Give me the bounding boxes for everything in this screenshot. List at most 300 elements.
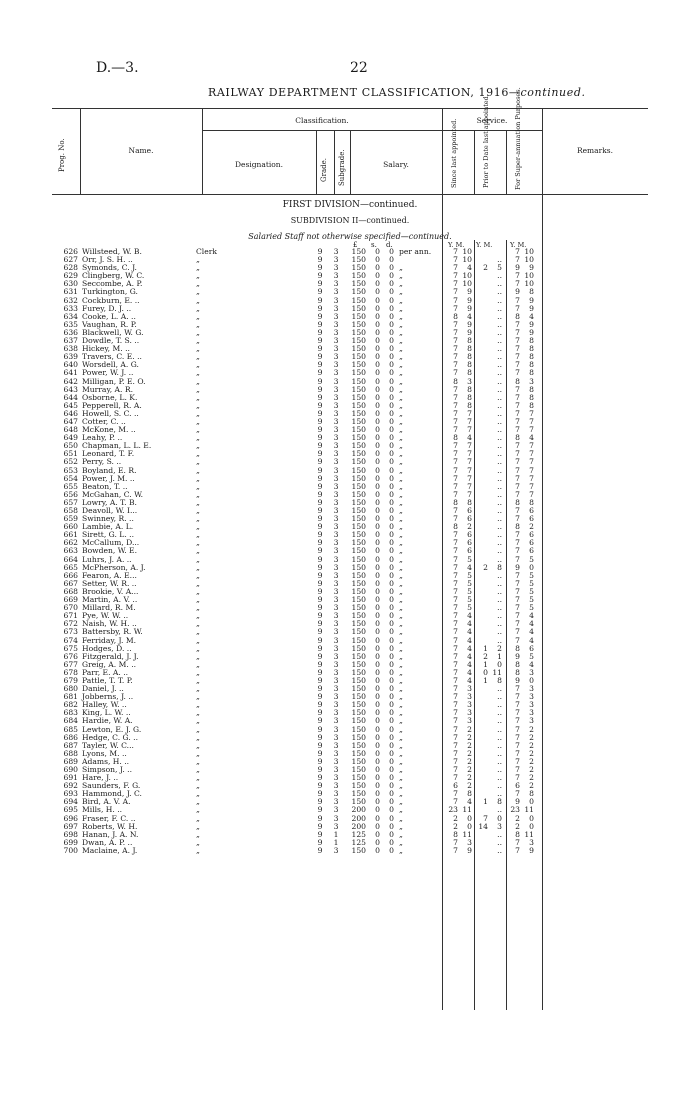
cell-salary-period: „ xyxy=(399,279,403,289)
cell-name: Mills, H. .. xyxy=(82,805,123,815)
cell-salary-pence: 0 xyxy=(389,692,394,702)
cell-super-years: 7 xyxy=(515,336,520,346)
cell-salary-pounds: 150 xyxy=(351,570,366,580)
cell-salary-shillings: 0 xyxy=(375,247,380,256)
table-row xyxy=(0,847,700,855)
cell-prog-no: 646 xyxy=(63,408,78,418)
cell-salary-shillings: 0 xyxy=(375,392,380,402)
cell-salary-shillings: 0 xyxy=(375,603,380,613)
cell-prior-years: 2 xyxy=(483,263,488,273)
cell-salary-pence: 0 xyxy=(389,303,394,313)
cell-salary-shillings: 0 xyxy=(375,595,380,605)
cell-super-months: 2 xyxy=(529,765,534,774)
cell-designation: „ xyxy=(196,506,200,515)
cell-salary-pounds: 150 xyxy=(351,627,366,637)
cell-salary-shillings: 0 xyxy=(375,295,380,305)
cell-salary-pence: 0 xyxy=(389,522,394,532)
cell-subgrade: 3 xyxy=(333,700,339,710)
cell-salary-shillings: 0 xyxy=(375,708,380,718)
cell-designation: „ xyxy=(196,732,200,742)
cell-super-months: 3 xyxy=(529,700,534,710)
cell-salary-pounds: 125 xyxy=(351,829,366,839)
cell-salary-pence: 0 xyxy=(389,789,394,799)
cell-salary-period: „ xyxy=(399,659,403,669)
cell-salary-shillings: 0 xyxy=(375,619,380,629)
cell-salary-pounds: 150 xyxy=(351,457,366,467)
cell-grade: 9 xyxy=(317,271,323,281)
cell-designation: „ xyxy=(196,287,200,297)
cell-since-months: 10 xyxy=(462,271,472,281)
cell-salary-period: „ xyxy=(399,756,403,766)
cell-salary-pounds: 150 xyxy=(351,255,366,265)
cell-prog-no: 653 xyxy=(63,465,78,475)
cell-salary-period: „ xyxy=(399,392,403,402)
cell-subgrade: 3 xyxy=(333,303,339,313)
cell-since-months: 6 xyxy=(467,514,472,524)
cell-prior-months: 8 xyxy=(497,675,502,685)
cell-subgrade: 3 xyxy=(333,603,339,613)
cell-grade: 9 xyxy=(317,797,323,807)
cell-since-months: 4 xyxy=(467,635,472,645)
cell-since-months: 6 xyxy=(467,530,472,540)
cell-name: Hodges, D. .. xyxy=(82,643,132,653)
cell-since-years: 7 xyxy=(453,740,458,750)
cell-salary-period: „ xyxy=(399,360,403,370)
cell-subgrade: 1 xyxy=(333,837,339,847)
cell-since-months: 7 xyxy=(467,457,472,467)
cell-prior-months: .. xyxy=(497,546,502,556)
cell-name: Parr, E. A. .. xyxy=(82,667,129,677)
cell-super-months: 3 xyxy=(529,376,534,386)
cell-grade: 9 xyxy=(317,651,323,661)
cell-since-months: 4 xyxy=(467,433,472,443)
cell-name: Adams, H. .. xyxy=(82,756,130,766)
cell-subgrade: 3 xyxy=(333,667,339,677)
cell-salary-pounds: 150 xyxy=(351,360,366,370)
cell-salary-pounds: 150 xyxy=(351,327,366,337)
cell-designation: „ xyxy=(196,530,200,540)
cell-since-years: 7 xyxy=(453,667,458,677)
cell-designation: „ xyxy=(196,554,200,564)
cell-prog-no: 680 xyxy=(63,684,78,694)
cell-super-years: 7 xyxy=(515,595,520,605)
cell-name: Lowry, A. T. B. xyxy=(82,497,137,507)
cell-salary-pounds: 150 xyxy=(351,595,366,605)
cell-salary-pounds: 125 xyxy=(351,837,366,847)
cell-salary-pounds: 150 xyxy=(351,400,366,410)
cell-salary-pence: 0 xyxy=(389,392,394,402)
cell-salary-pence: 0 xyxy=(389,247,394,256)
cell-name: Chapman, L. L. E. xyxy=(82,441,152,451)
cell-salary-pence: 0 xyxy=(389,465,394,475)
cell-salary-period: „ xyxy=(399,603,403,613)
cell-super-years: 7 xyxy=(515,773,520,783)
cell-grade: 9 xyxy=(317,635,323,645)
cell-salary-pounds: 150 xyxy=(351,368,366,378)
cell-salary-pounds: 150 xyxy=(351,781,366,791)
cell-salary-pence: 0 xyxy=(389,368,394,378)
cell-since-months: 6 xyxy=(467,546,472,556)
cell-prior-months: .. xyxy=(497,360,502,370)
cell-prog-no: 660 xyxy=(63,522,78,532)
col-prog-no: Prog. No. xyxy=(58,138,66,172)
cell-salary-pence: 0 xyxy=(389,829,394,839)
cell-designation: „ xyxy=(196,765,200,774)
cell-prior-months: 0 xyxy=(497,813,502,823)
cell-super-months: 7 xyxy=(529,489,534,499)
cell-prior-months: .. xyxy=(497,781,502,791)
cell-super-months: 4 xyxy=(529,627,534,637)
cell-grade: 9 xyxy=(317,643,323,653)
cell-prior-months: .. xyxy=(497,692,502,702)
cell-name: Hanan, J. A. N. xyxy=(82,829,139,839)
cell-name: Deavoll, W. I... xyxy=(82,506,138,515)
cell-super-years: 7 xyxy=(515,352,520,362)
cell-prog-no: 682 xyxy=(63,700,78,710)
cell-subgrade: 3 xyxy=(333,360,339,370)
cell-since-years: 7 xyxy=(453,287,458,297)
cell-salary-shillings: 0 xyxy=(375,263,380,273)
cell-name: Hickey, M. .. xyxy=(82,344,130,354)
cell-subgrade: 3 xyxy=(333,319,339,329)
cell-salary-shillings: 0 xyxy=(375,400,380,410)
cell-salary-pounds: 150 xyxy=(351,619,366,629)
cell-designation: „ xyxy=(196,578,200,588)
cell-super-years: 7 xyxy=(515,716,520,726)
cell-designation: „ xyxy=(196,344,200,354)
cell-since-years: 7 xyxy=(453,344,458,354)
cell-super-months: 10 xyxy=(524,255,534,265)
cell-since-months: 2 xyxy=(467,522,472,532)
col-designation: Designation. xyxy=(235,160,283,169)
cell-salary-pounds: 150 xyxy=(351,586,366,596)
cell-salary-pounds: 150 xyxy=(351,845,366,855)
cell-super-months: 10 xyxy=(524,279,534,289)
cell-subgrade: 3 xyxy=(333,627,339,637)
cell-salary-period: „ xyxy=(399,433,403,443)
cell-designation: „ xyxy=(196,255,200,265)
cell-prog-no: 662 xyxy=(63,538,78,548)
cell-since-months: 7 xyxy=(467,425,472,435)
cell-salary-shillings: 0 xyxy=(375,562,380,572)
cell-salary-pence: 0 xyxy=(389,352,394,362)
cell-grade: 9 xyxy=(317,659,323,669)
cell-name: McGahan, C. W. xyxy=(82,489,144,499)
cell-salary-shillings: 0 xyxy=(375,570,380,580)
cell-since-years: 7 xyxy=(453,327,458,337)
cell-prior-months: .. xyxy=(497,578,502,588)
cell-since-years: 7 xyxy=(453,789,458,799)
cell-super-years: 8 xyxy=(515,829,520,839)
cell-salary-pounds: 150 xyxy=(351,603,366,613)
cell-super-months: 2 xyxy=(529,522,534,532)
cell-since-years: 7 xyxy=(453,514,458,524)
cell-subgrade: 3 xyxy=(333,732,339,742)
cell-since-years: 7 xyxy=(453,279,458,289)
cell-salary-period: „ xyxy=(399,586,403,596)
cell-prior-months: 2 xyxy=(497,643,502,653)
cell-designation: „ xyxy=(196,538,200,548)
cell-prior-months: .. xyxy=(497,586,502,596)
cell-prior-months: .. xyxy=(497,344,502,354)
cell-prior-months: .. xyxy=(497,376,502,386)
cell-salary-shillings: 0 xyxy=(375,376,380,386)
cell-salary-period: „ xyxy=(399,651,403,661)
cell-super-years: 7 xyxy=(515,408,520,418)
cell-prog-no: 649 xyxy=(63,433,78,443)
cell-since-years: 7 xyxy=(453,708,458,718)
cell-prog-no: 629 xyxy=(63,271,78,281)
cell-salary-shillings: 0 xyxy=(375,675,380,685)
cell-subgrade: 3 xyxy=(333,651,339,661)
cell-name: Halley, W. .. xyxy=(82,700,127,710)
cell-super-months: 8 xyxy=(529,789,534,799)
cell-name: Martin, A. V. .. xyxy=(82,595,138,605)
cell-name: Lewton, E. J. G. xyxy=(82,724,142,734)
cell-since-months: 0 xyxy=(467,821,472,831)
cell-salary-shillings: 0 xyxy=(375,773,380,783)
cell-designation: „ xyxy=(196,813,200,823)
cell-name: Clingberg, W. C. xyxy=(82,271,145,281)
cell-grade: 9 xyxy=(317,408,323,418)
cell-super-years: 7 xyxy=(515,441,520,451)
cell-name: Roberts, W. H. xyxy=(82,821,138,831)
cell-name: Battersby, R. W. xyxy=(82,627,143,637)
cell-since-years: 7 xyxy=(453,562,458,572)
cell-subgrade: 3 xyxy=(333,789,339,799)
cell-salary-pounds: 150 xyxy=(351,756,366,766)
col-subgrade: Subgrade. xyxy=(338,149,346,186)
cell-grade: 9 xyxy=(317,457,323,467)
cell-super-months: 0 xyxy=(529,821,534,831)
cell-super-months: 9 xyxy=(529,303,534,313)
cell-super-months: 9 xyxy=(529,319,534,329)
cell-since-years: 7 xyxy=(453,425,458,435)
cell-name: McKone, M. .. xyxy=(82,425,136,435)
cell-since-months: 4 xyxy=(467,675,472,685)
cell-salary-period: „ xyxy=(399,845,403,855)
cell-super-years: 7 xyxy=(515,724,520,734)
cell-prog-no: 669 xyxy=(63,595,78,605)
cell-super-months: 7 xyxy=(529,449,534,459)
cell-grade: 9 xyxy=(317,813,323,823)
cell-salary-pounds: 150 xyxy=(351,287,366,297)
cell-since-months: 7 xyxy=(467,489,472,499)
cell-since-months: 11 xyxy=(462,805,472,815)
cell-salary-shillings: 0 xyxy=(375,716,380,726)
cell-grade: 9 xyxy=(317,740,323,750)
cell-subgrade: 3 xyxy=(333,797,339,807)
cell-salary-pence: 0 xyxy=(389,603,394,613)
cell-subgrade: 3 xyxy=(333,845,339,855)
cell-name: Perry, S. .. xyxy=(82,457,122,467)
cell-name: Vaughan, R. P. xyxy=(82,319,137,329)
cell-prior-months: 3 xyxy=(497,821,502,831)
cell-name: Furey, D. J. .. xyxy=(82,303,132,313)
cell-designation: „ xyxy=(196,360,200,370)
cell-grade: 9 xyxy=(317,465,323,475)
cell-salary-pounds: 150 xyxy=(351,562,366,572)
cell-designation: „ xyxy=(196,376,200,386)
cell-prog-no: 658 xyxy=(63,506,78,515)
cell-salary-pounds: 150 xyxy=(351,506,366,515)
cell-grade: 9 xyxy=(317,416,323,426)
cell-since-months: 5 xyxy=(467,578,472,588)
cell-salary-pence: 0 xyxy=(389,457,394,467)
cell-salary-pounds: 150 xyxy=(351,441,366,451)
cell-subgrade: 3 xyxy=(333,295,339,305)
cell-salary-shillings: 0 xyxy=(375,481,380,491)
cell-since-years: 7 xyxy=(453,465,458,475)
cell-prior-months: .. xyxy=(497,271,502,281)
cell-grade: 9 xyxy=(317,247,323,256)
cell-grade: 9 xyxy=(317,845,323,855)
cell-designation: „ xyxy=(196,643,200,653)
cell-salary-shillings: 0 xyxy=(375,821,380,831)
cell-super-months: 11 xyxy=(524,829,534,839)
cell-super-months: 8 xyxy=(529,400,534,410)
cell-super-years: 9 xyxy=(515,651,520,661)
cell-salary-period: „ xyxy=(399,327,403,337)
cell-since-years: 7 xyxy=(453,643,458,653)
cell-designation: „ xyxy=(196,368,200,378)
cell-super-years: 9 xyxy=(515,562,520,572)
cell-designation: „ xyxy=(196,295,200,305)
cell-salary-shillings: 0 xyxy=(375,756,380,766)
cell-grade: 9 xyxy=(317,627,323,637)
cell-salary-pence: 0 xyxy=(389,756,394,766)
cell-since-months: 8 xyxy=(467,360,472,370)
cell-prog-no: 659 xyxy=(63,514,78,524)
cell-salary-period: „ xyxy=(399,619,403,629)
cell-salary-pence: 0 xyxy=(389,425,394,435)
cell-name: Fraser, F. C. .. xyxy=(82,813,136,823)
unit-shillings: s. xyxy=(371,241,377,249)
cell-salary-period: „ xyxy=(399,829,403,839)
cell-salary-pence: 0 xyxy=(389,416,394,426)
cell-since-years: 7 xyxy=(453,416,458,426)
cell-salary-period: „ xyxy=(399,554,403,564)
cell-subgrade: 3 xyxy=(333,352,339,362)
cell-subgrade: 3 xyxy=(333,392,339,402)
cell-grade: 9 xyxy=(317,368,323,378)
cell-super-years: 7 xyxy=(515,473,520,483)
cell-salary-period: „ xyxy=(399,441,403,451)
cell-since-years: 7 xyxy=(453,845,458,855)
cell-super-years: 7 xyxy=(515,416,520,426)
cell-salary-pence: 0 xyxy=(389,506,394,515)
cell-name: Cooke, L. A. .. xyxy=(82,311,136,321)
cell-salary-shillings: 0 xyxy=(375,659,380,669)
cell-salary-period: „ xyxy=(399,538,403,548)
cell-prior-years: 1 xyxy=(483,797,488,807)
cell-subgrade: 3 xyxy=(333,756,339,766)
cell-salary-period: „ xyxy=(399,303,403,313)
cell-super-years: 7 xyxy=(515,603,520,613)
cell-super-months: 8 xyxy=(529,352,534,362)
cell-salary-shillings: 0 xyxy=(375,319,380,329)
cell-salary-shillings: 0 xyxy=(375,384,380,394)
cell-designation: „ xyxy=(196,667,200,677)
cell-super-months: 2 xyxy=(529,732,534,742)
cell-since-years: 7 xyxy=(453,271,458,281)
cell-prior-months: .. xyxy=(497,773,502,783)
cell-salary-period: „ xyxy=(399,263,403,273)
cell-grade: 9 xyxy=(317,279,323,289)
cell-super-years: 9 xyxy=(515,797,520,807)
cell-salary-pence: 0 xyxy=(389,279,394,289)
cell-name: Hardie, W. A. xyxy=(82,716,133,726)
cell-prog-no: 674 xyxy=(63,635,78,645)
cell-subgrade: 3 xyxy=(333,643,339,653)
cell-designation: „ xyxy=(196,327,200,337)
cell-prior-months: .. xyxy=(497,392,502,402)
cell-subgrade: 3 xyxy=(333,595,339,605)
unit-pounds: £ xyxy=(353,241,358,249)
cell-subgrade: 3 xyxy=(333,497,339,507)
cell-salary-pence: 0 xyxy=(389,376,394,386)
cell-salary-pounds: 150 xyxy=(351,700,366,710)
cell-designation: „ xyxy=(196,279,200,289)
cell-super-months: 6 xyxy=(529,530,534,540)
cell-since-months: 7 xyxy=(467,465,472,475)
cell-name: Murray, A. R. xyxy=(82,384,134,394)
cell-prior-months: .. xyxy=(497,789,502,799)
cell-salary-pounds: 200 xyxy=(351,805,366,815)
cell-salary-pounds: 150 xyxy=(351,554,366,564)
cell-since-years: 7 xyxy=(453,627,458,637)
cell-salary-pence: 0 xyxy=(389,408,394,418)
cell-since-months: 8 xyxy=(467,336,472,346)
cell-since-years: 2 xyxy=(453,813,458,823)
cell-prog-no: 679 xyxy=(63,675,78,685)
col-grade: Grade. xyxy=(320,158,328,182)
cell-super-months: 2 xyxy=(529,773,534,783)
cell-subgrade: 3 xyxy=(333,562,339,572)
cell-grade: 9 xyxy=(317,821,323,831)
cell-name: Hedge, C. G. .. xyxy=(82,732,138,742)
cell-super-months: 4 xyxy=(529,619,534,629)
cell-super-years: 9 xyxy=(515,263,520,273)
cell-super-years: 7 xyxy=(515,692,520,702)
page-title-suffix: continued. xyxy=(520,86,586,99)
cell-prog-no: 650 xyxy=(63,441,78,451)
cell-salary-period: „ xyxy=(399,481,403,491)
cell-designation: „ xyxy=(196,773,200,783)
cell-designation: „ xyxy=(196,627,200,637)
cell-subgrade: 3 xyxy=(333,716,339,726)
cell-prog-no: 634 xyxy=(63,311,78,321)
cell-name: Orr, J. S. H. .. xyxy=(82,255,133,265)
cell-since-months: 4 xyxy=(467,627,472,637)
cell-since-months: 5 xyxy=(467,603,472,613)
cell-since-years: 7 xyxy=(453,247,458,256)
cell-prior-months: .. xyxy=(497,700,502,710)
cell-salary-shillings: 0 xyxy=(375,837,380,847)
cell-grade: 9 xyxy=(317,522,323,532)
cell-subgrade: 3 xyxy=(333,708,339,718)
cell-since-years: 8 xyxy=(453,522,458,532)
cell-super-months: 4 xyxy=(529,433,534,443)
cell-super-months: 5 xyxy=(529,570,534,580)
cell-salary-pence: 0 xyxy=(389,740,394,750)
cell-subgrade: 3 xyxy=(333,724,339,734)
cell-designation: „ xyxy=(196,416,200,426)
cell-since-years: 7 xyxy=(453,619,458,629)
cell-salary-pence: 0 xyxy=(389,635,394,645)
cell-since-months: 9 xyxy=(467,295,472,305)
cell-since-months: 4 xyxy=(467,797,472,807)
